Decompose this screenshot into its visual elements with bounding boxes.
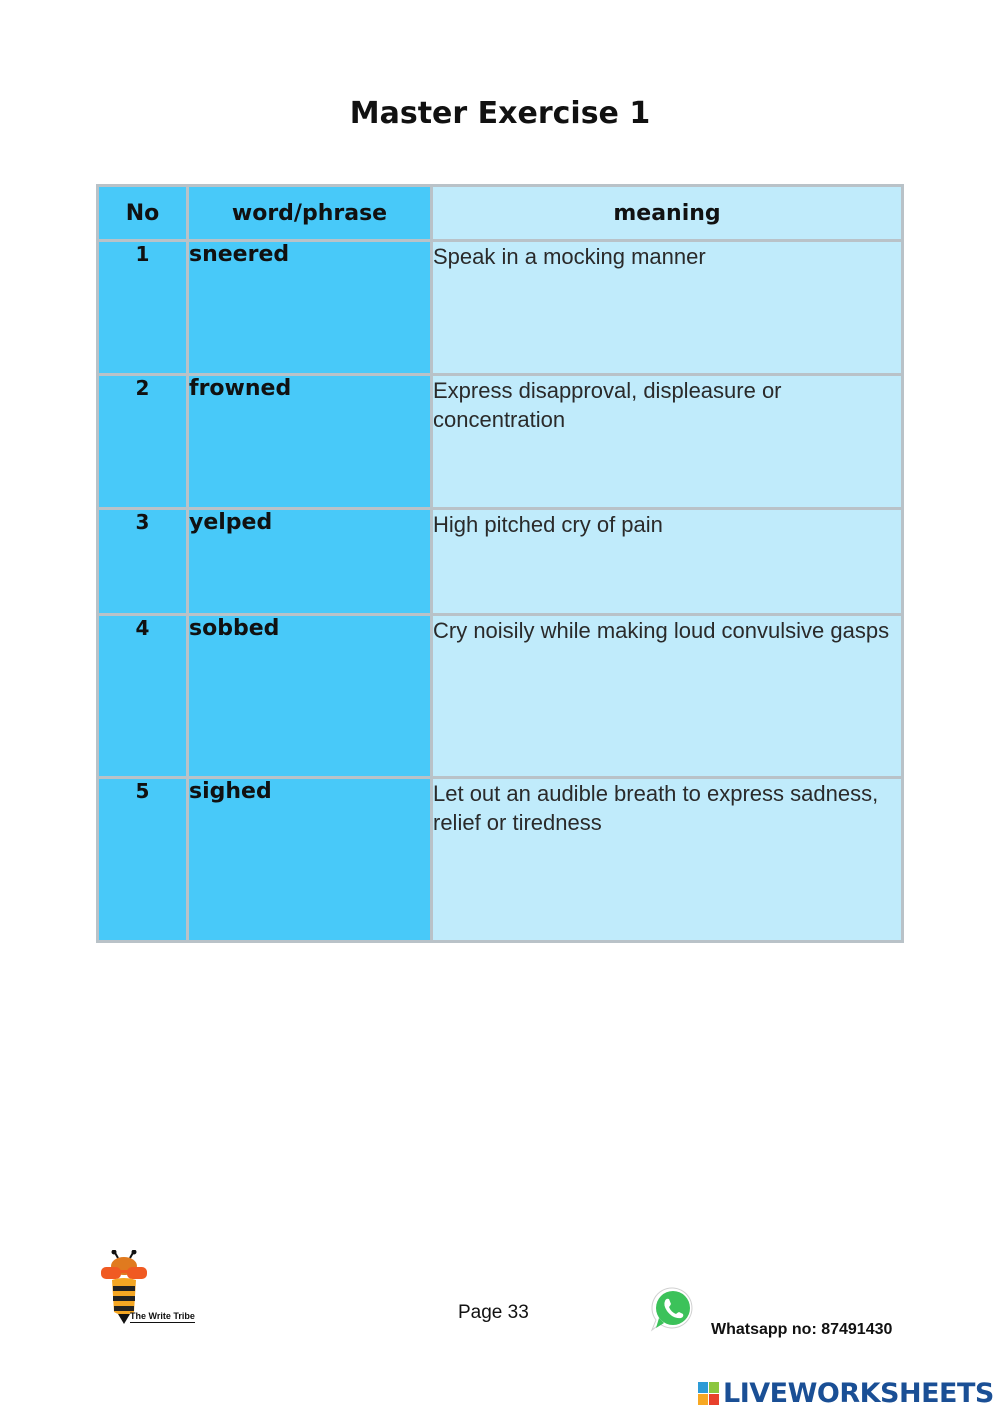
whatsapp-icon [648, 1284, 698, 1334]
table-header-row [98, 186, 903, 241]
row-meaning: Let out an audible breath to express sadness, relief or tiredness [432, 778, 903, 942]
row-number: 2 [98, 375, 188, 509]
header-word: word/phrase [188, 186, 432, 241]
page-number: Page 33 [458, 1302, 529, 1323]
row-word: frowned [188, 375, 432, 509]
row-meaning: Speak in a mocking manner [432, 241, 903, 375]
vocabulary-table [96, 184, 904, 943]
row-meaning: Express disapproval, displeasure or concentration [432, 375, 903, 509]
table-row [98, 778, 903, 942]
liveworksheets-logo-icon [698, 1382, 720, 1406]
liveworksheets-logo [698, 1378, 994, 1409]
page-title: Master Exercise 1 [349, 96, 651, 131]
table-row [98, 509, 903, 615]
row-number: 5 [98, 778, 188, 942]
header-no: No [98, 186, 188, 241]
row-word: yelped [188, 509, 432, 615]
liveworksheets-brand: LIVEWORKSHEETS [723, 1378, 994, 1409]
row-word: sobbed [188, 615, 432, 778]
whatsapp-number: Whatsapp no: 87491430 [711, 1321, 893, 1338]
row-number: 4 [98, 615, 188, 778]
logo-caption: The Write Tribe [130, 1311, 195, 1321]
header-meaning: meaning [432, 186, 903, 241]
table-row [98, 615, 903, 778]
row-number: 3 [98, 509, 188, 615]
row-number: 1 [98, 241, 188, 375]
row-word: sighed [188, 778, 432, 942]
table-row [98, 241, 903, 375]
table-row [98, 375, 903, 509]
row-word: sneered [188, 241, 432, 375]
row-meaning: Cry noisily while making loud convulsive gasps [432, 615, 903, 778]
row-meaning: High pitched cry of pain [432, 509, 903, 615]
